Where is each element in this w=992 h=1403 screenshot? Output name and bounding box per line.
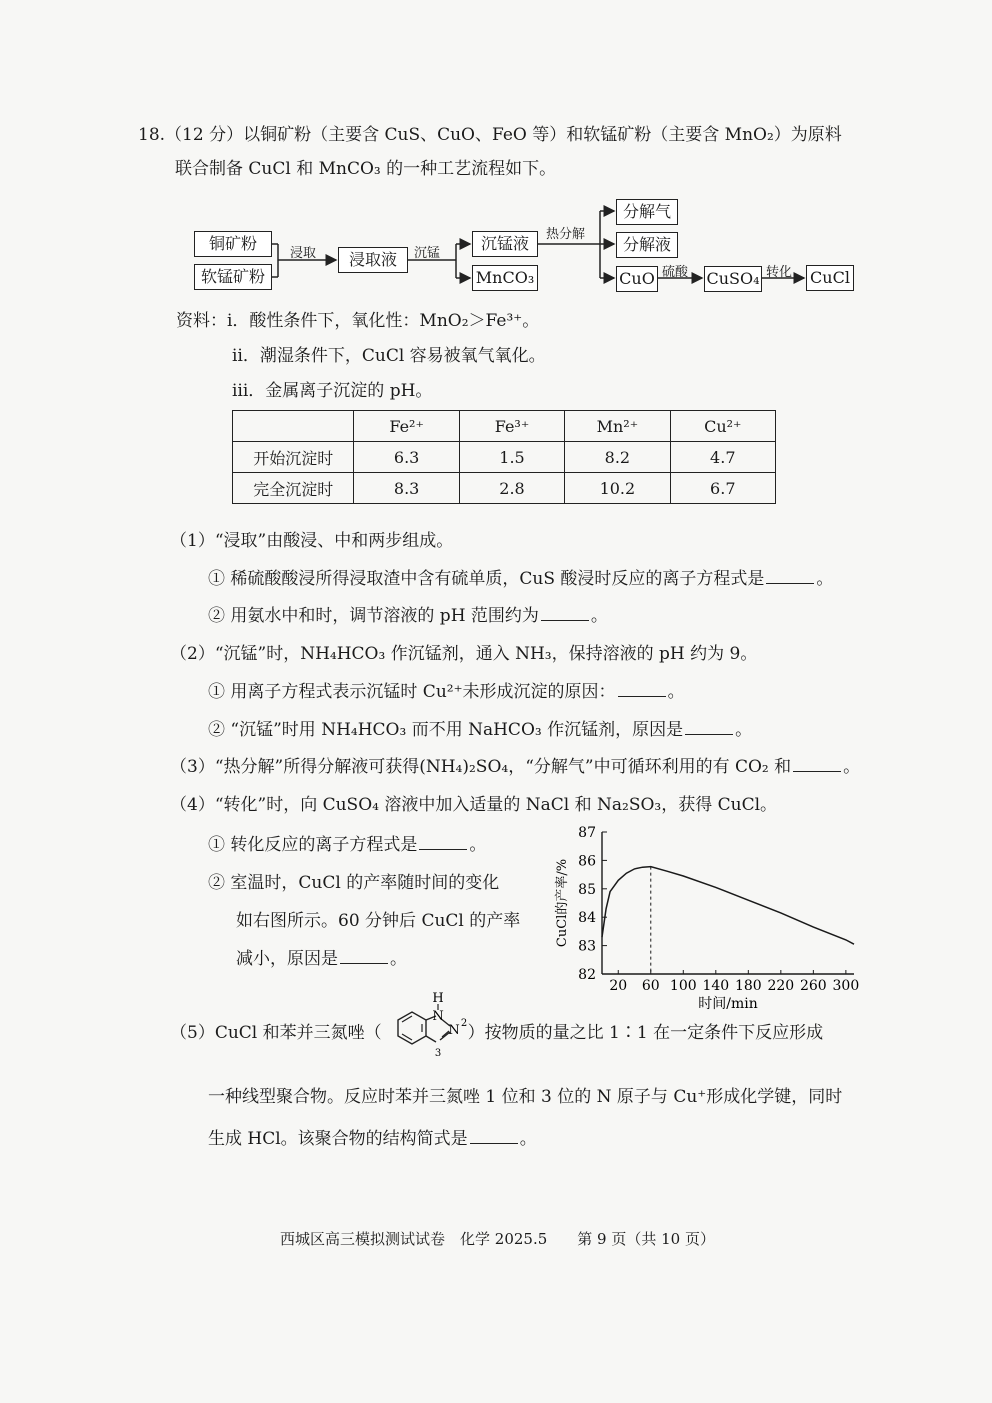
q4-part2-text: 减小，原因是 <box>236 949 338 969</box>
x-tick-label: 180 <box>734 978 762 994</box>
q2-stem: （2）“沉锰”时，NH₄HCO₃ 作沉锰剂，通入 NH₃，保持溶液的 pH 约为 9。 <box>170 644 758 664</box>
answer-blank[interactable] <box>419 835 467 850</box>
q3 <box>170 756 860 778</box>
table-header-cell: Fe²⁺ <box>354 411 459 442</box>
materials-label: 资料： <box>176 311 227 331</box>
yield-curve <box>602 867 854 945</box>
q2-part1-text: ① 用离子方程式表示沉锰时 Cu²⁺未形成沉淀的原因： <box>208 682 616 702</box>
q5-line1 <box>170 1022 823 1044</box>
y-tick-label: 85 <box>578 881 596 898</box>
atom-n2: N <box>448 1023 460 1038</box>
q5-line3 <box>208 1128 537 1150</box>
y-tick-label: 87 <box>578 825 596 841</box>
table-cell: 1.5 <box>459 442 564 473</box>
position-label-2: 2 <box>460 1018 468 1029</box>
chart-ticks <box>578 825 859 994</box>
ph-table <box>232 410 776 504</box>
materials-i: ⅰ．酸性条件下，氧化性：MnO₂＞Fe³⁺。 <box>227 311 540 331</box>
table-row <box>233 442 776 473</box>
q2-part2 <box>208 719 752 741</box>
period: 。 <box>816 569 834 589</box>
answer-blank[interactable] <box>793 757 841 772</box>
x-tick-label: 20 <box>609 978 628 994</box>
box-copper-ore: 铜矿粉 <box>194 231 272 257</box>
box-leachate: 浸取液 <box>338 247 408 273</box>
question-number: 18. <box>138 125 166 145</box>
x-tick-label: 220 <box>767 978 795 994</box>
table-cell: 8.2 <box>565 442 670 473</box>
period: 。 <box>590 606 608 626</box>
x-tick-label: 60 <box>641 978 660 994</box>
x-tick-label: 260 <box>799 978 827 994</box>
atom-h: H <box>432 991 444 1006</box>
box-mnco3: MnCO₃ <box>472 265 538 291</box>
q4-part1-text: ① 转化反应的离子方程式是 <box>208 835 418 855</box>
y-tick-label: 86 <box>578 853 596 870</box>
q1-part2-text: ② 用氨水中和时，调节溶液的 pH 范围约为 <box>208 606 539 626</box>
table-cell: 6.7 <box>670 473 775 504</box>
x-tick-label: 140 <box>702 978 730 994</box>
answer-blank[interactable] <box>541 606 589 621</box>
benzotriazole-structure <box>378 990 470 1070</box>
answer-blank[interactable] <box>340 949 388 964</box>
period: 。 <box>469 835 487 855</box>
label-sulfuric-acid: 硫酸 <box>662 265 689 280</box>
q5-text-a: （5）CuCl 和苯并三氮唑（ <box>170 1023 382 1043</box>
answer-blank[interactable] <box>766 569 814 584</box>
question-intro-2: 联合制备 CuCl 和 MnCO₃ 的一种工艺流程如下。 <box>175 159 557 179</box>
table-header-cell: Fe³⁺ <box>459 411 564 442</box>
q1-part1 <box>208 568 833 590</box>
label-conversion: 转化 <box>766 265 793 280</box>
chart-series <box>602 867 854 974</box>
answer-blank[interactable] <box>685 720 733 735</box>
answer-blank[interactable] <box>618 682 666 697</box>
x-tick-label: 100 <box>669 978 697 994</box>
x-tick-label: 300 <box>832 978 860 994</box>
label-leaching: 浸取 <box>290 246 317 261</box>
y-tick-label: 83 <box>578 938 596 955</box>
question-score: （12 分） <box>165 125 244 145</box>
q5-text-d: 生成 HCl。该聚合物的结构简式是 <box>208 1129 468 1149</box>
yield-chart <box>548 818 868 1014</box>
table-cell: 10.2 <box>565 473 670 504</box>
materials-iii: ⅲ．金属离子沉淀的 pH。 <box>232 381 433 401</box>
box-cuso4: CuSO₄ <box>704 266 762 292</box>
table-row <box>233 473 776 504</box>
q5-line2: 一种线型聚合物。反应时苯并三氮唑 1 位和 3 位的 N 原子与 Cu⁺形成化学键，同时 <box>208 1087 843 1107</box>
q4-part2-line1: ② 室温时，CuCl 的产率随时间的变化 <box>208 873 500 893</box>
chart-x-axis-label: 时间/min <box>698 996 758 1012</box>
label-thermal-decomposition: 热分解 <box>546 227 586 242</box>
table-header-cell: Cu²⁺ <box>670 411 775 442</box>
box-decomp-gas: 分解气 <box>616 199 678 225</box>
page-footer: 西城区高三模拟测试试卷 化学 2025.5 第 9 页（共 10 页） <box>280 1230 715 1248</box>
table-cell: 6.3 <box>354 442 459 473</box>
q4-part1 <box>208 834 486 856</box>
box-decomp-liquid: 分解液 <box>616 232 678 258</box>
box-mn-liquid: 沉锰液 <box>472 231 538 257</box>
q5-text-b: ）按物质的量之比 1∶1 在一定条件下反应形成 <box>467 1023 824 1043</box>
materials-ii: ⅱ．潮湿条件下，CuCl 容易被氧气氧化。 <box>232 346 546 366</box>
y-tick-label: 82 <box>578 967 596 983</box>
table-header-cell: Mn²⁺ <box>565 411 670 442</box>
box-cuo: CuO <box>616 266 658 292</box>
q4-part2-line3 <box>236 948 407 970</box>
table-cell: 开始沉淀时 <box>233 442 354 473</box>
period: 。 <box>735 720 753 740</box>
chart-y-axis-label: CuCl的产率/% <box>555 858 570 948</box>
period: 。 <box>843 757 861 777</box>
answer-blank[interactable] <box>470 1129 518 1144</box>
table-cell: 4.7 <box>670 442 775 473</box>
q3-text: （3）“热分解”所得分解液可获得(NH₄)₂SO₄，“分解气”中可循环利用的有 CO₂ 和 <box>170 757 792 777</box>
table-cell: 2.8 <box>459 473 564 504</box>
position-label-3: 3 <box>434 1048 442 1059</box>
table-cell: 完全沉淀时 <box>233 473 354 504</box>
atom-n1: N <box>432 1009 444 1024</box>
period: 。 <box>390 949 407 969</box>
q1-stem: （1）“浸取”由酸浸、中和两步组成。 <box>170 531 454 551</box>
box-manganese-ore: 软锰矿粉 <box>194 264 272 290</box>
table-header-row <box>233 411 776 442</box>
q1-part2 <box>208 605 608 627</box>
q4-stem: （4）“转化”时，向 CuSO₄ 溶液中加入适量的 NaCl 和 Na₂SO₃，获得 CuCl。 <box>170 795 778 815</box>
table-header-cell <box>233 411 354 442</box>
chart-axes <box>602 832 854 974</box>
question-intro-1: 以铜矿粉（主要含 CuS、CuO、FeO 等）和软锰矿粉（主要含 MnO₂）为原料 <box>243 125 842 145</box>
materials-line-i <box>176 310 539 332</box>
y-tick-label: 84 <box>578 910 596 927</box>
q4-part2-line2: 如右图所示。60 分钟后 CuCl 的产率 <box>236 911 521 931</box>
q1-part1-text: ① 稀硫酸酸浸所得浸取渣中含有硫单质，CuS 酸浸时反应的离子方程式是 <box>208 569 765 589</box>
q2-part2-text: ② “沉锰”时用 NH₄HCO₃ 而不用 NaHCO₃ 作沉锰剂，原因是 <box>208 720 684 740</box>
table-cell: 8.3 <box>354 473 459 504</box>
period: 。 <box>667 682 685 702</box>
q2-part1 <box>208 681 685 703</box>
box-cucl: CuCl <box>806 265 854 291</box>
label-mn-precipitation: 沉锰 <box>414 246 441 261</box>
period: 。 <box>519 1129 537 1149</box>
